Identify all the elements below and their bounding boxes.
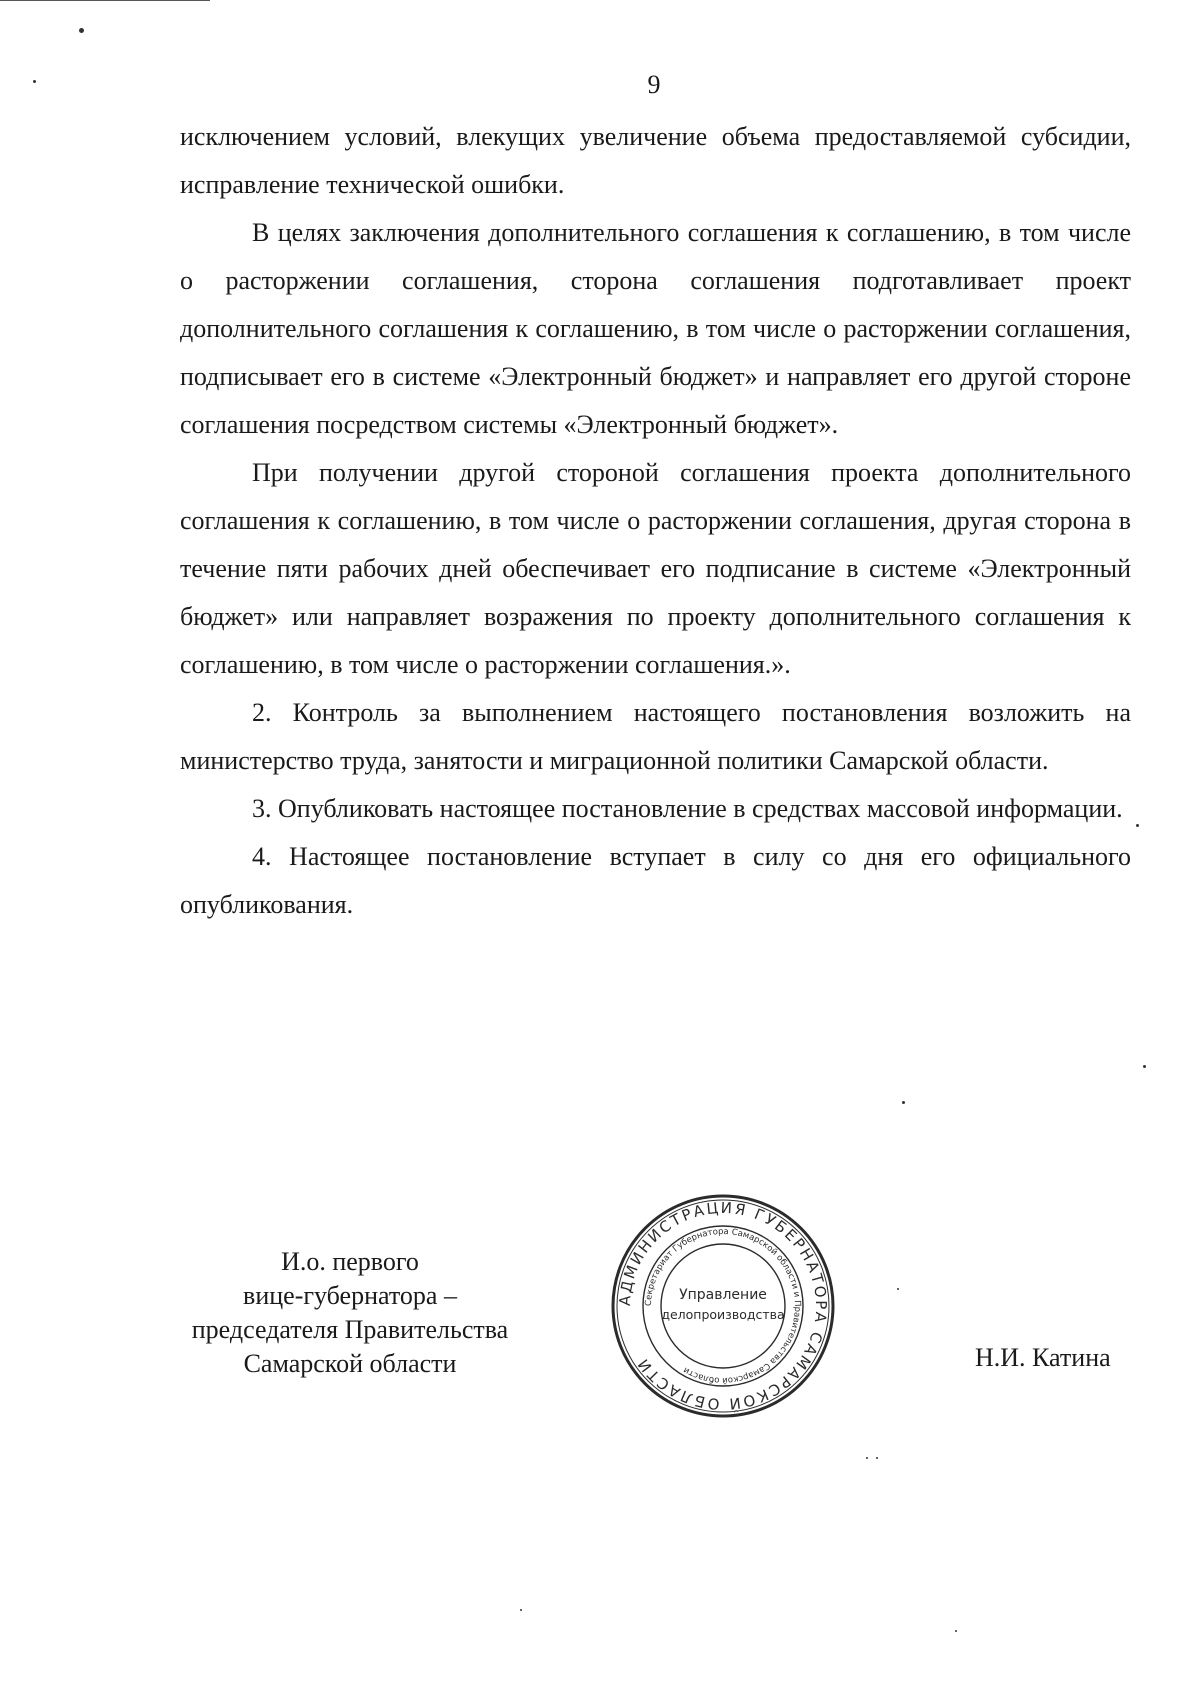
paragraph-additional-agreement: В целях заключения дополнительного соглашения к соглашению, в том числе о расторжении соглашения, сторона соглашения подготавливает проект дополнительного соглашения к соглашению, в том числе о расторжении соглашения, подписывает его в системе «Электронный бюджет» и направляет его другой стороне соглашения посредством системы «Электронный бюджет».: [180, 218, 1131, 439]
scan-speck: [955, 1630, 957, 1632]
paragraph-control: 2. Контроль за выполнением настоящего постановления возложить на министерство труда, занятости и миграционной политики Самарской области.: [180, 698, 1131, 775]
scan-speck: [1136, 824, 1139, 827]
paragraph-effective-date: 4. Настоящее постановление вступает в силу со дня его официального опубликования.: [180, 842, 1131, 919]
scan-speck: [79, 28, 84, 33]
signatory-position-line: Самарской области: [243, 1349, 457, 1378]
page-number: 9: [647, 70, 661, 99]
body-text: [180, 113, 1131, 929]
signatory-position: [170, 1245, 530, 1381]
scan-speck: [1143, 1065, 1146, 1068]
seal-middle-text: Секретариат Губернатора Самарской области и Правительства Самарской области: [643, 1226, 803, 1386]
scan-speck: [902, 1101, 905, 1104]
signatory-position-line: вице-губернатора –: [243, 1281, 457, 1310]
paragraph-continuation: исключением условий, влекущих увеличение объема предоставляемой субсидии, исправление технической ошибки.: [180, 122, 1131, 199]
official-seal: [610, 1193, 836, 1419]
seal-center-line-1: Управление: [679, 1287, 767, 1303]
scan-speck: [866, 1457, 868, 1459]
scan-speck: [520, 1609, 522, 1611]
scan-speck: [876, 1457, 878, 1459]
scan-edge-line: [0, 0, 210, 1]
scan-speck: [33, 80, 36, 83]
signatory-name: Н.И. Катина: [975, 1343, 1111, 1372]
signatory-position-line: председателя Правительства: [191, 1315, 509, 1344]
signatory-position-line: И.о. первого: [281, 1247, 419, 1276]
seal-center-line-2: делопроизводства: [661, 1307, 785, 1322]
seal-outer-text: АДМИНИСТРАЦИЯ ГУБЕРНАТОРА САМАРСКОЙ ОБЛАСТИ: [615, 1198, 831, 1414]
paragraph-other-party: При получении другой стороной соглашения проекта дополнительного соглашения к соглашению, в том числе о расторжении соглашения, другая сторона в течение пяти рабочих дней обеспечивает его подписание в системе «Электронный бюджет» или направляет возражения по проекту дополнительного соглашения к соглашению, в том числе о расторжении соглашения.».: [180, 458, 1131, 679]
paragraph-publish: 3. Опубликовать настоящее постановление в средствах массовой информации.: [252, 794, 1123, 823]
scan-speck: [897, 1288, 899, 1290]
